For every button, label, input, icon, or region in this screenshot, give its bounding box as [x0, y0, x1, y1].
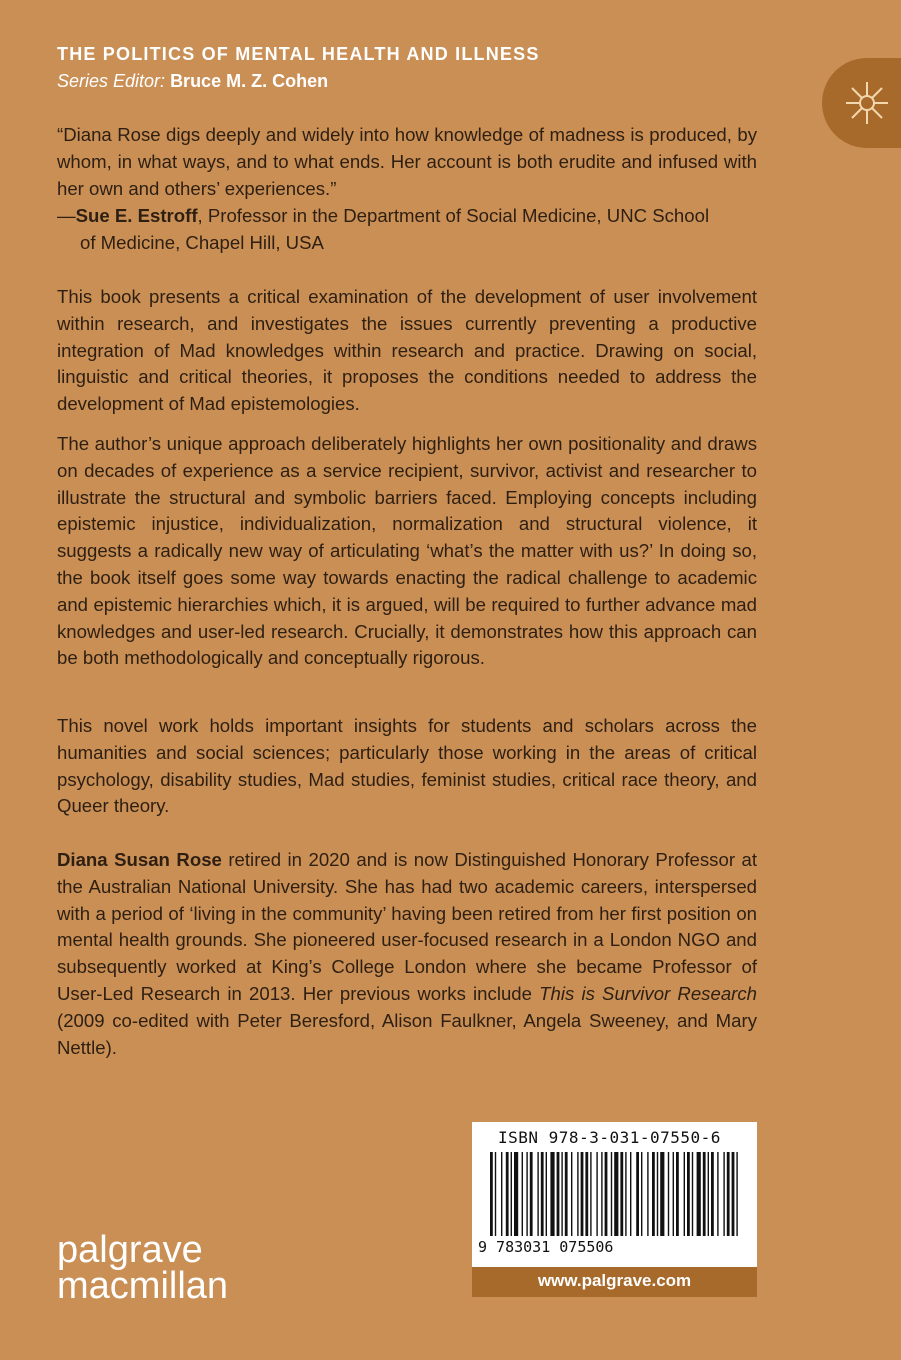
description-paragraph-2: The author’s unique approach deliberately highlights her own positionality and draws on decades of experience as a service recipient, survivor, activist and researcher to illustrate the structural and symbolic barriers faced. Employing concepts including epistemic injustice, individualization, normalization and structural violence, it suggests a radically new way of articulating ‘what’s the matter with us?’ In doing so, the book itself goes some way towards enacting the radical challenge to academic and epistemic hierarchies which, it is argued, will be required to further advance mad knowledges and user-led research. Crucially, it demonstrates how this approach can be both methodologically and conceptually rigorous.	[57, 433, 757, 669]
series-editor	[57, 71, 328, 92]
bio-text-before: retired in 2020 and is now Distinguished Honorary Professor at the Australian National University. She has had two academic careers, interspersed with a period of ‘living in the community’ having been retired from her first position on mental health grounds. She pioneered user-focused research in a London NGO and subsequently worked at King’s College London where she became Professor of User-Led Research in 2013. Her previous works include	[57, 849, 757, 1004]
quote-role-line2: of Medicine, Chapel Hill, USA	[80, 232, 324, 253]
series-editor-name: Bruce M. Z. Cohen	[170, 71, 329, 91]
bio-text-after: (2009 co-edited with Peter Beresford, Alison Faulkner, Angela Sweeney, and Mary Nettle).	[57, 1009, 757, 1058]
website-link[interactable]: www.palgrave.com	[472, 1267, 757, 1297]
publisher-logo	[57, 1229, 229, 1307]
palgrave-logo-tab	[822, 58, 901, 148]
author-name: Diana Susan Rose	[57, 849, 222, 870]
barcode-box	[472, 1122, 757, 1267]
isbn-label: ISBN 978-3-031-07550-6	[498, 1128, 721, 1147]
publisher-line1: palgrave	[57, 1229, 203, 1271]
quote-author: Sue E. Estroff	[75, 205, 198, 226]
quote-role-line1: , Professor in the Department of Social Medicine, UNC School	[197, 205, 710, 226]
isbn-digits: 9 783031 075506	[478, 1238, 614, 1256]
bio-book-title: This is Survivor Research	[539, 982, 757, 1004]
series-editor-label: Series Editor:	[57, 71, 166, 91]
author-bio	[57, 847, 757, 1061]
description-paragraph-1: This book presents a critical examination of the development of user involvement within research, and investigates the issues currently preventing a productive integration of Mad knowledges within research and practice. Drawing on social, linguistic and critical theories, it proposes the conditions needed to address the development of Mad epistemologies.	[57, 286, 757, 415]
publisher-line2: macmillan	[57, 1265, 229, 1307]
endorsement-quote: “Diana Rose digs deeply and widely into how knowledge of madness is produced, by whom, in what ways, and to what ends. Her account is both erudite and infused with her own and others’ experiences.”	[57, 124, 757, 199]
quote-attribution	[57, 203, 777, 230]
description-paragraph-3: This novel work holds important insights for students and scholars across the humanities and social sciences; particularly those working in the areas of critical psychology, disability studies, Mad studies, feminist studies, critical race theory, and Queer theory.	[57, 715, 757, 817]
quote-dash: —	[57, 205, 76, 226]
palgrave-star-icon	[842, 78, 892, 128]
series-title: THE POLITICS OF MENTAL HEALTH AND ILLNESS	[57, 44, 540, 64]
